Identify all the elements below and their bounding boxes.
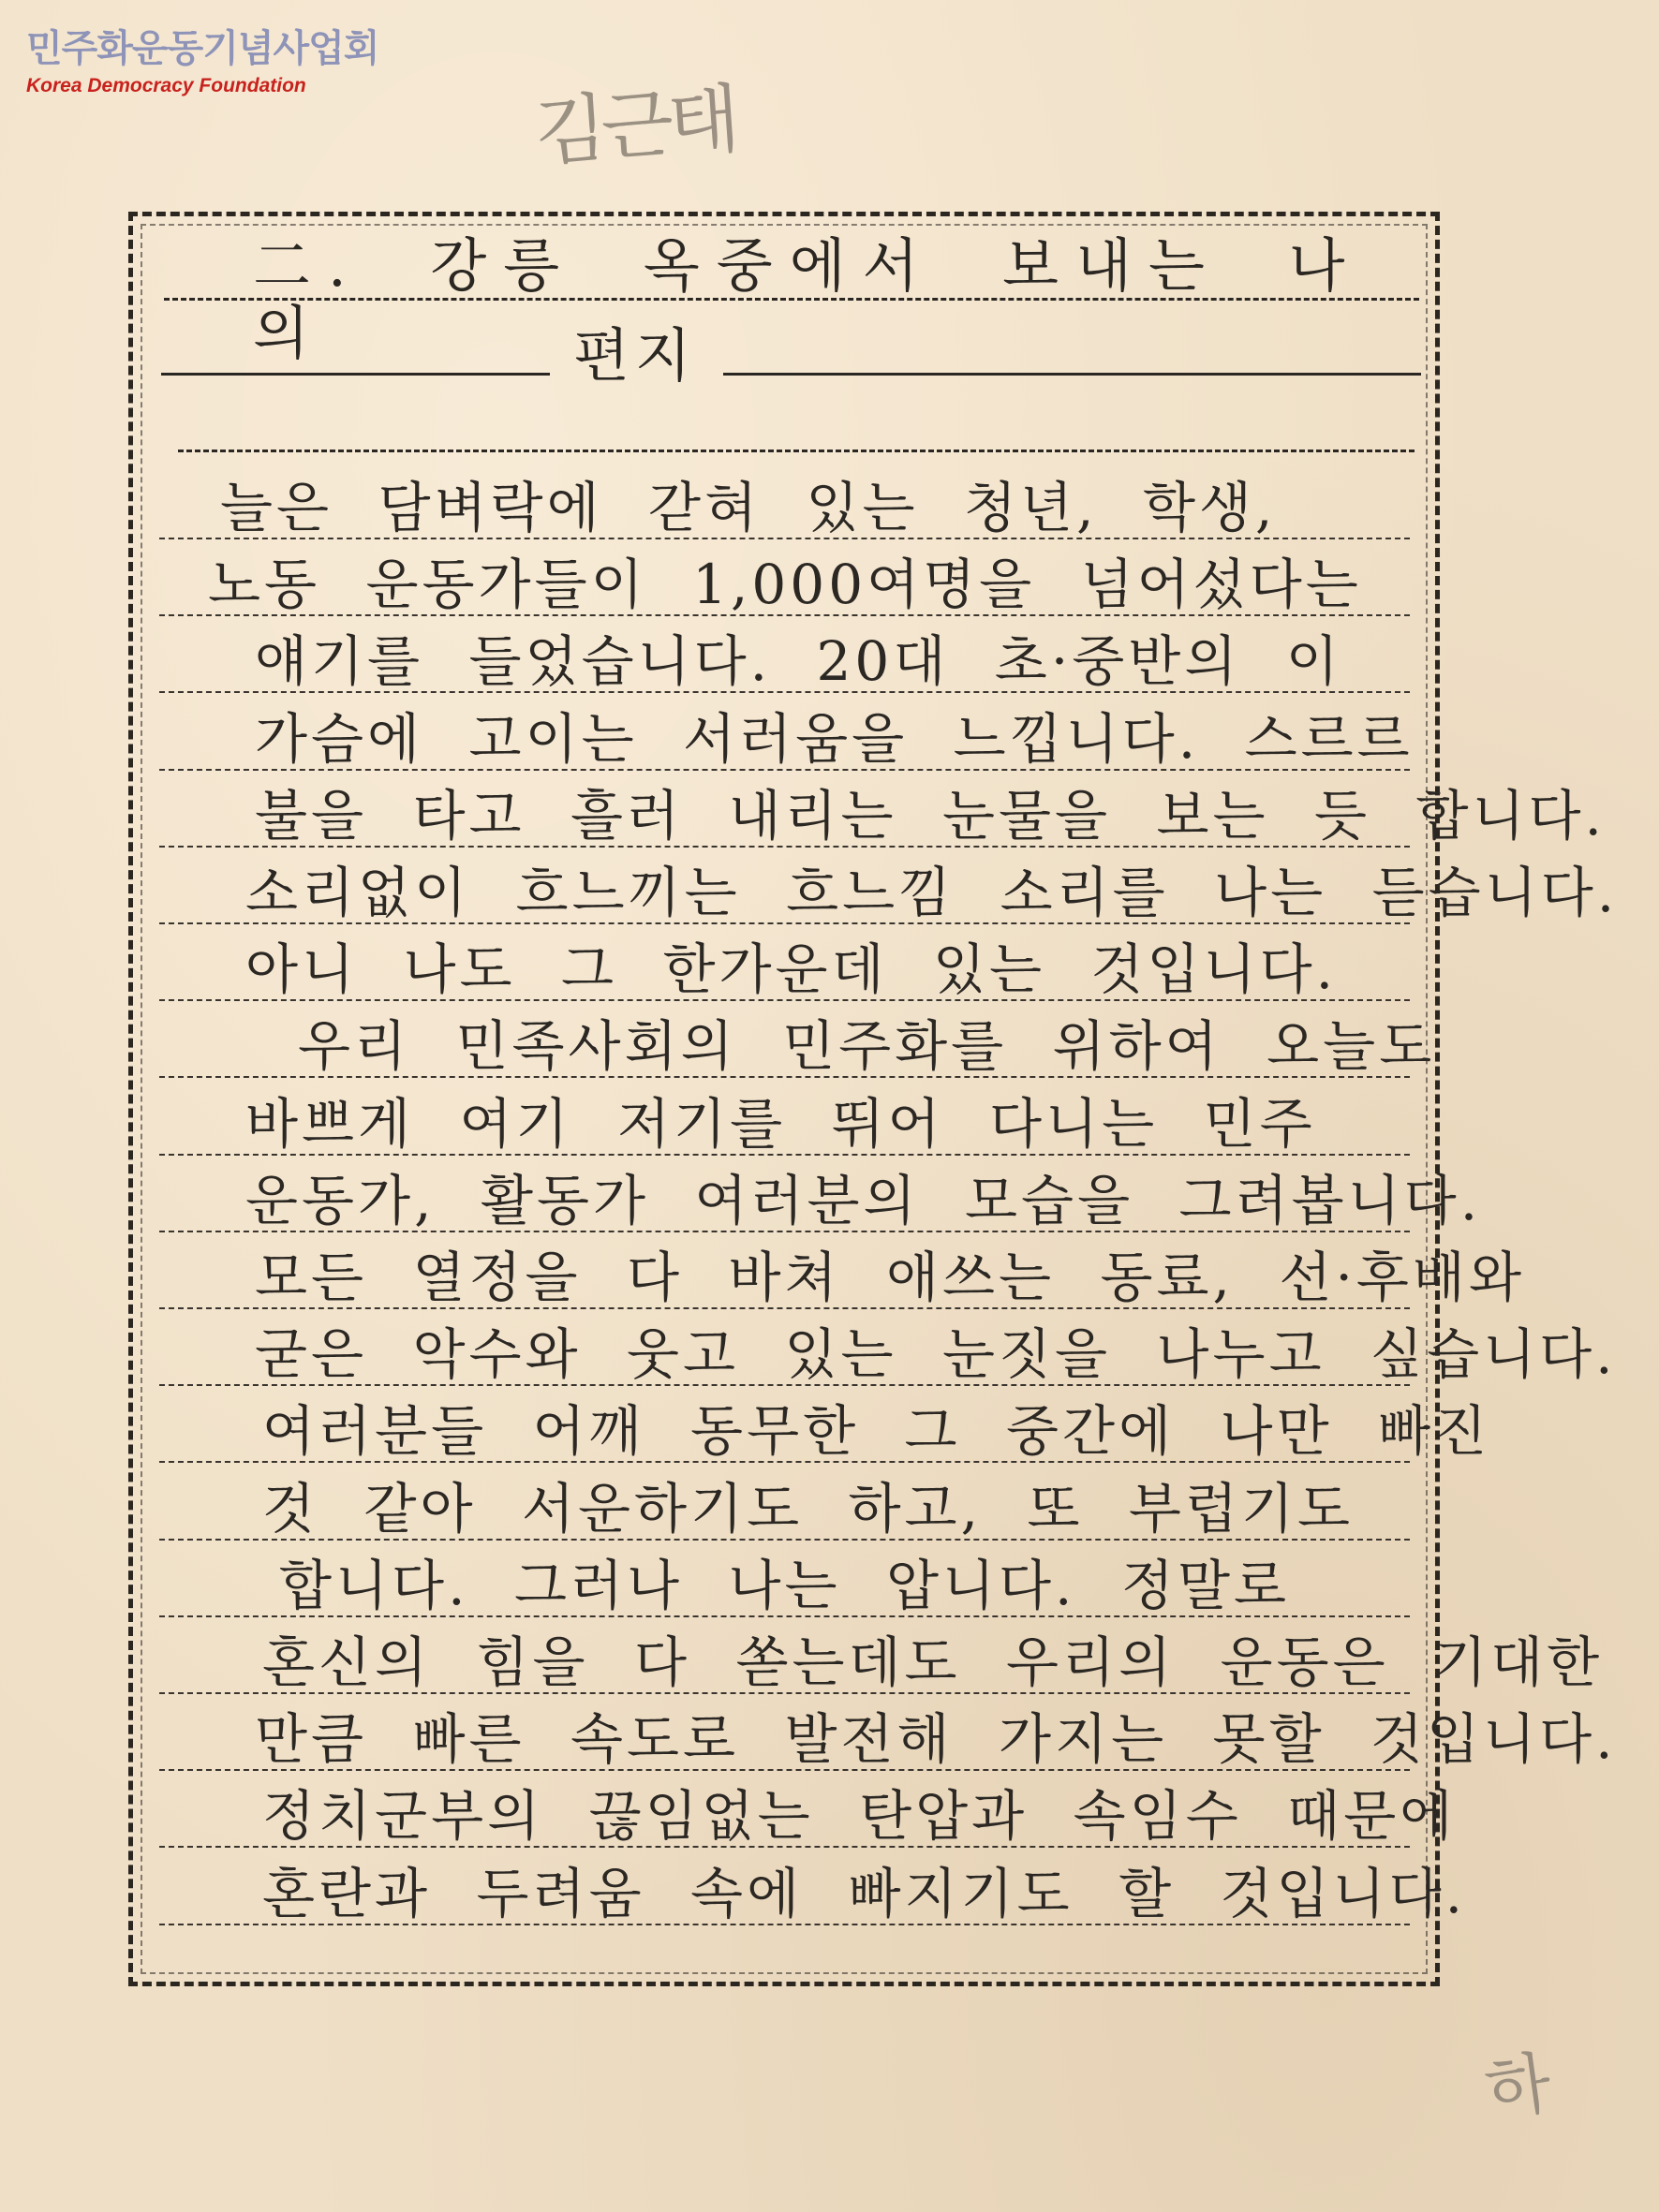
- title-underline-2b: [723, 373, 1421, 376]
- watermark-logo: [26, 28, 378, 97]
- letter-line: 합니다. 그러나 나는 압니다. 정말로: [279, 1554, 1291, 1617]
- letter-line: 노동 운동가들이 1,000여명을 넘어섰다는: [208, 553, 1362, 616]
- ruled-line: [159, 1769, 1410, 1771]
- watermark-korean: 민주화운동기념사업회: [26, 27, 379, 70]
- letter-line: 가슴에 고이는 서러움을 느낍니다. 스르르: [255, 707, 1414, 771]
- letter-line: 정치군부의 끊임없는 탄압과 속임수 때문에: [262, 1784, 1457, 1848]
- letter-line: 우리 민족사회의 민주화를 위하여 오늘도: [298, 1014, 1436, 1078]
- ruled-line: [159, 1307, 1410, 1309]
- title-underline-1: [164, 298, 1419, 301]
- ruled-line: [159, 538, 1410, 539]
- ruled-line: [159, 922, 1410, 924]
- letter-line: 불을 타고 흘러 내리는 눈물을 보는 듯 합니다.: [255, 784, 1606, 848]
- ruled-line: [159, 769, 1410, 771]
- ruled-line: [159, 1846, 1410, 1848]
- letter-line: 바쁘게 여기 저기를 뛰어 다니는 민주: [245, 1092, 1316, 1156]
- letter-line: 것 같아 서운하기도 하고, 또 부럽기도: [262, 1477, 1355, 1541]
- ruled-line: [159, 1924, 1410, 1925]
- ruled-line: [159, 1154, 1410, 1156]
- letter-line: 혼란과 두려움 속에 빠지기도 할 것입니다.: [262, 1862, 1467, 1925]
- letter-line: 여러분들 어깨 동무한 그 중간에 나만 빠진: [262, 1399, 1491, 1463]
- ruled-line: [159, 1076, 1410, 1078]
- letter-line: 만큼 빠른 속도로 발전해 가지는 못할 것입니다.: [255, 1707, 1617, 1771]
- letter-line: 모든 열정을 다 바쳐 애쓰는 동료, 선·후배와: [255, 1246, 1525, 1309]
- ruled-line: [159, 846, 1410, 848]
- ruled-line: [159, 1384, 1410, 1386]
- ruled-line: [159, 1692, 1410, 1694]
- letter-title-continued: 편지: [573, 321, 697, 390]
- ruled-line: [159, 691, 1410, 693]
- pencil-name-annotation: 김근태: [531, 75, 738, 177]
- ruled-line: [159, 999, 1410, 1001]
- letter-title: 二. 강릉 옥중에서 보내는 나의: [253, 231, 1362, 367]
- letter-line: 소리없이 흐느끼는 흐느낌 소리를 나는 듣습니다.: [245, 861, 1619, 924]
- watermark-english: Korea Democracy Foundation: [26, 75, 306, 96]
- letter-line: 얘기를 들었습니다. 20대 초·중반의 이: [255, 629, 1342, 693]
- ruled-line: [159, 1615, 1410, 1617]
- ruled-line: [159, 1231, 1410, 1232]
- letter-line: 굳은 악수와 웃고 있는 눈짓을 나누고 싶습니다.: [255, 1322, 1617, 1386]
- letter-line: 운동가, 활동가 여러분의 모습을 그려봅니다.: [245, 1169, 1482, 1232]
- letter-line: 늘은 담벼락에 갇혀 있는 청년, 학생,: [220, 476, 1277, 539]
- letter-line: 혼신의 힘을 다 쏟는데도 우리의 운동은 기대한: [262, 1630, 1604, 1694]
- ruled-line: [159, 614, 1410, 616]
- title-separator: [178, 450, 1415, 452]
- pencil-page-mark: 하: [1480, 2042, 1556, 2131]
- letter-line: 아니 나도 그 한가운데 있는 것입니다.: [245, 937, 1338, 1001]
- ruled-line: [159, 1461, 1410, 1463]
- ruled-line: [159, 1539, 1410, 1541]
- title-underline-2a: [161, 373, 550, 376]
